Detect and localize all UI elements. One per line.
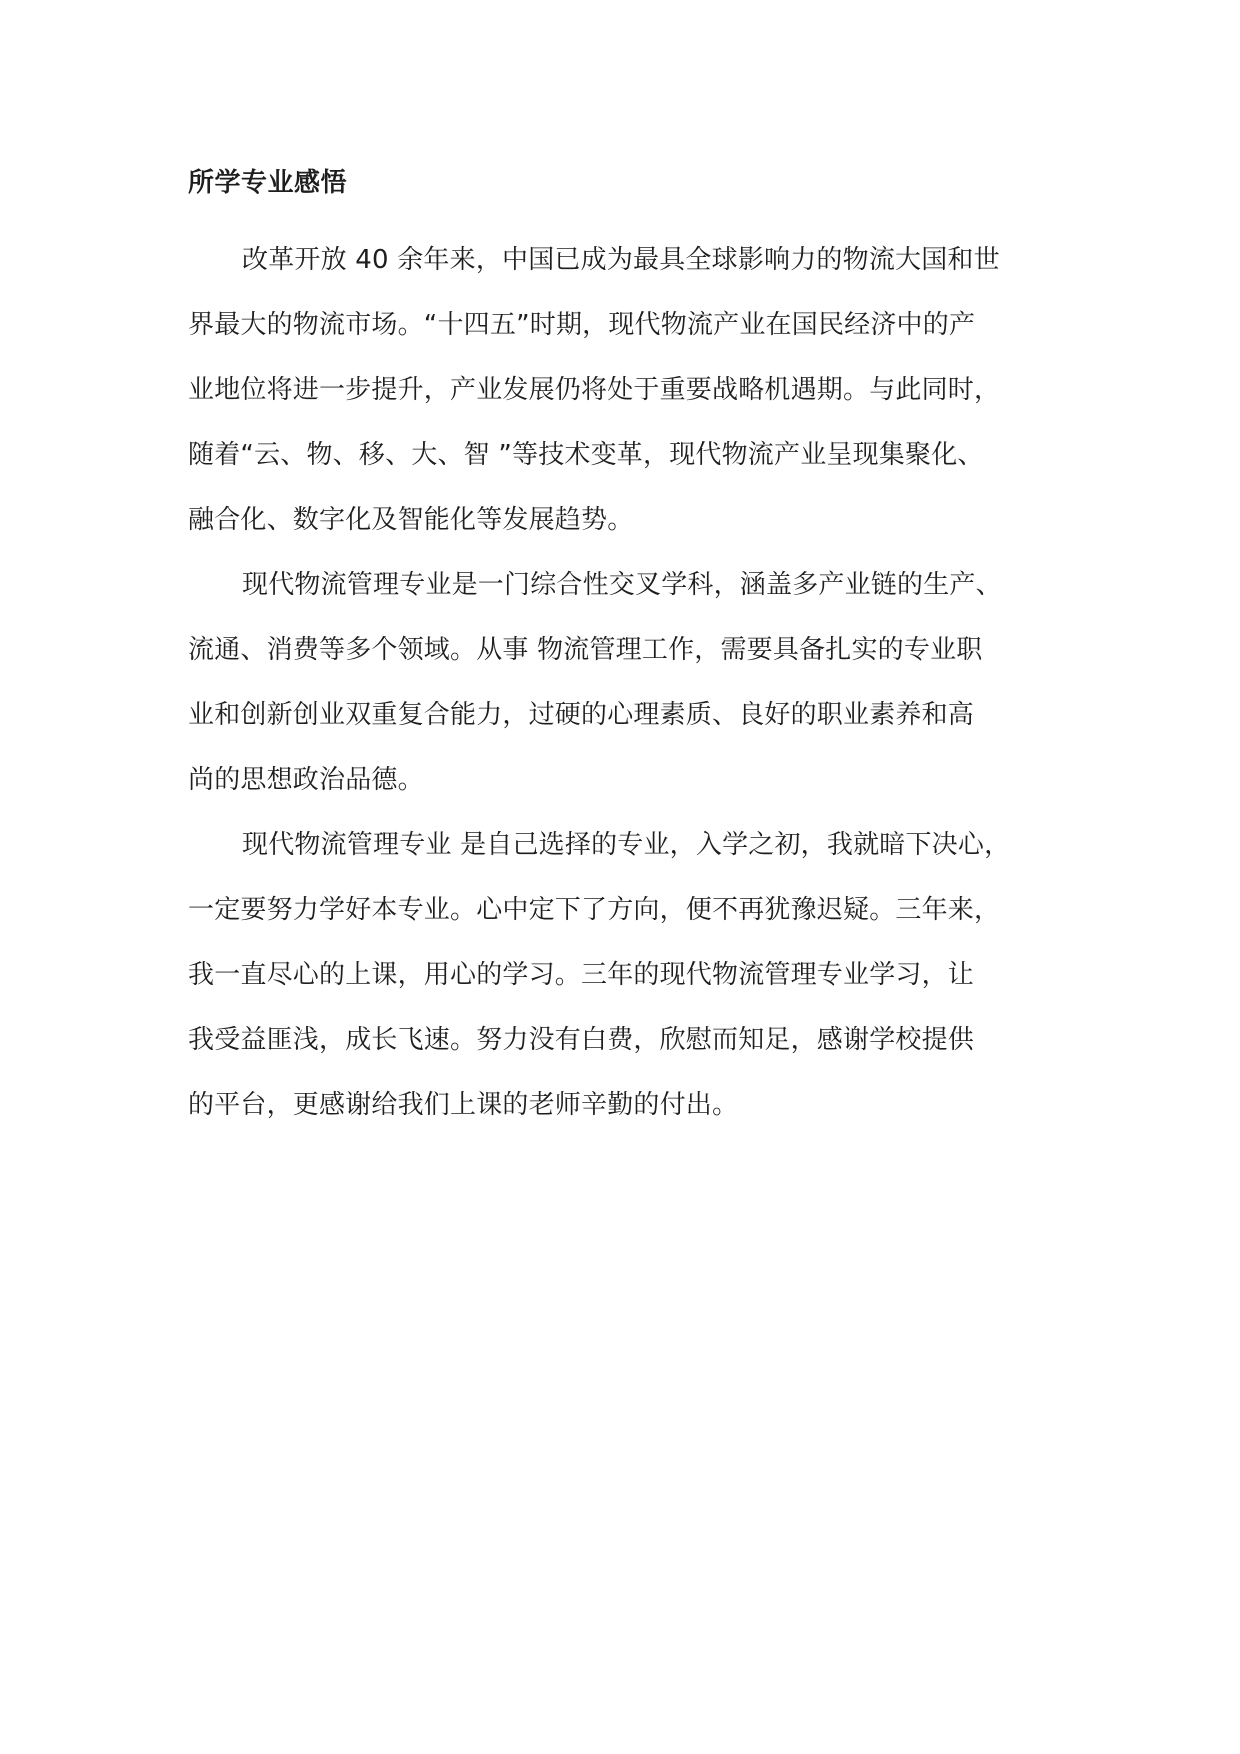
document-body: [188, 228, 1068, 1138]
paragraph-2: [188, 553, 1068, 813]
paragraph-line: 改革开放 40 余年来，中国已成为最具全球影响力的物流大国和世: [242, 245, 1000, 275]
paragraph-line: 我受益匪浅，成长飞速。努力没有白费，欣慰而知足，感谢学校提供: [188, 1025, 975, 1055]
paragraph-1: [188, 228, 1068, 553]
paragraph-line: 现代物流管理专业 是自己选择的专业，入学之初，我就暗下决心，: [242, 830, 1011, 860]
paragraph-3: [188, 813, 1068, 1138]
paragraph-line: 我一直尽心的上课，用心的学习。三年的现代物流管理专业学习，让: [188, 960, 975, 990]
paragraph-line: 的平台，更感谢给我们上课的老师辛勤的付出。: [188, 1090, 739, 1120]
paragraph-line: 融合化、数字化及智能化等发展趋势。: [188, 505, 634, 535]
paragraph-line: 随着“云、物、移、大、智 ”等技术变革，现代物流产业呈现集聚化、: [188, 440, 984, 470]
paragraph-line: 尚的思想政治品德。: [188, 765, 424, 795]
paragraph-line: 业和创新创业双重复合能力，过硬的心理素质、良好的职业素养和高: [188, 700, 975, 730]
paragraph-line: 业地位将进一步提升，产业发展仍将处于重要战略机遇期。与此同时，: [188, 375, 1001, 405]
document-title: 所学专业感悟: [188, 168, 348, 198]
paragraph-line: 现代物流管理专业是一门综合性交叉学科，涵盖多产业链的生产、: [242, 570, 1002, 600]
paragraph-line: 流通、消费等多个领域。从事 物流管理工作，需要具备扎实的专业职: [188, 635, 983, 665]
paragraph-line: 一定要努力学好本专业。心中定下了方向，便不再犹豫迟疑。三年来，: [188, 895, 1001, 925]
paragraph-line: 界最大的物流市场。“十四五”时期，现代物流产业在国民经济中的产: [188, 310, 976, 340]
